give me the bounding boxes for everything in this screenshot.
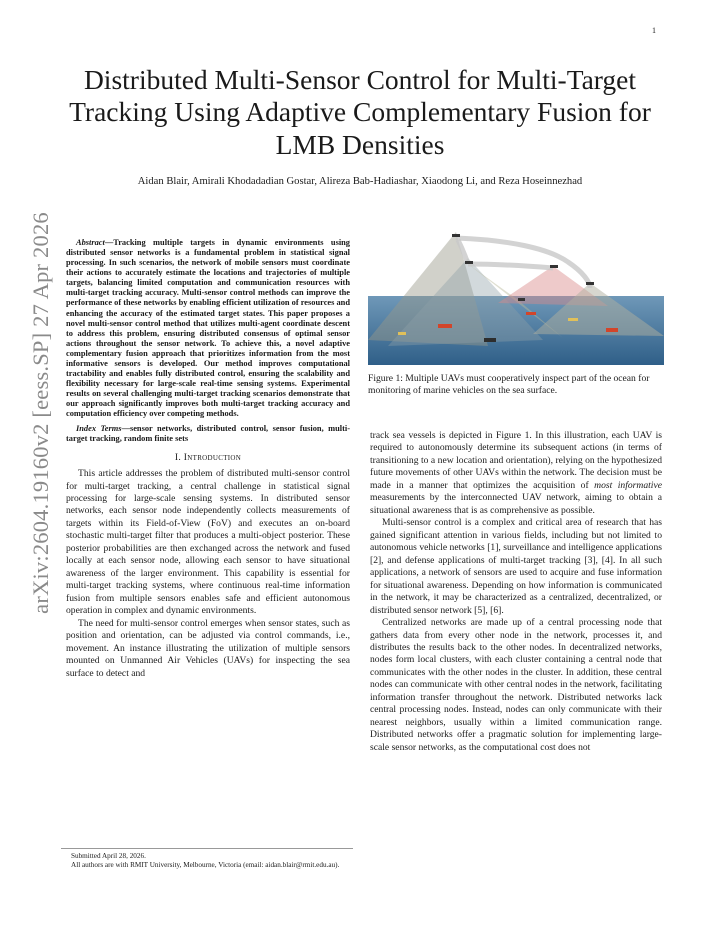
vessel (484, 338, 496, 342)
arxiv-identifier-text: arXiv:2604.19160v2 [eess.SP] 27 Apr 2026 (28, 212, 53, 614)
uav-ocean-illustration (368, 228, 664, 365)
right-paragraph-1-b: measurements by the interconnected UAV network, aiming to obtain a situational awareness that is as comprehensive as possible. (370, 492, 662, 516)
intro-paragraph-2: The need for multi-sensor control emerges when sensor states, such as position and orientation, can be adjusted via control commands, i.e., movement. An instance illustrating the utilization of multiple sensors mounted on Unmanned Air Vehicles (UAVs) for inspecting the sea surface to detect and (66, 617, 350, 679)
right-paragraph-1-a: track sea vessels is depicted in Figure 1. In this illustration, each UAV is required to autonomously determine its subsequent actions (in terms of transitioning to a new location and orientation), relying on the hypothesized future movements of other UAVs within the network. The decision must be made in a manner that optimizes the acquisition of (370, 430, 662, 491)
page-number: 1 (652, 26, 656, 35)
vessel (526, 312, 536, 315)
abstract (66, 238, 350, 419)
figure-caption: Figure 1: Multiple UAVs must cooperatively inspect part of the ocean for monitoring of marine vehicles on the sea surface. (368, 373, 650, 397)
footnote-submitted: Submitted April 28, 2026. (71, 852, 146, 860)
uav-icon (452, 234, 460, 237)
vessel (606, 328, 618, 332)
uav-icon (550, 265, 558, 268)
vessel (438, 324, 452, 328)
right-paragraph-1-emphasis: most informative (594, 479, 662, 491)
vessel (568, 318, 578, 321)
uav-icon (465, 261, 473, 264)
author-list: Aidan Blair, Amirali Khodadadian Gostar, Alireza Bab-Hadiashar, Xiaodong Li, and Reza Hoseinnezhad (137, 176, 583, 187)
abstract-text: —Tracking multiple targets in dynamic environments using distributed sensor networks is a fundamental problem in statistical signal processing. In such scenarios, the network of mobile sensors must coordinate their actions to accurately estimate the locations and trajectories of multiple targets, balancing limited computation and communication resources with multi-target tracking accuracy. Multi-sensor control methods can improve the performance of these networks by enabling efficient utilization of resources and enhancing the accuracy of the estimated target states. This paper proposes a novel multi-sensor control method that utilizes multi-agent coordinate descent to address this problem, ensuring distributed consensus of optimal sensor actions throughout the sensor network. To achieve this, a novel adaptive complementary fusion approach that prioritizes information from the most informative sensors is developed. Our method improves computational tractability and enables fully distributed control, ensuring the scalability and flexibility necessary for large-scale real-time sensing systems. Experimental results on several challenging multi-target tracking scenarios demonstrate that our approach significantly improves both multi-target tracking accuracy and computation efficiency over competing methods. (66, 238, 350, 419)
index-terms (66, 424, 350, 444)
arxiv-identifier (22, 198, 60, 628)
vessel (398, 332, 406, 335)
index-terms-text: —sensor networks, distributed control, sensor fusion, multi-target tracking, random finite sets (66, 424, 350, 444)
footnote-affiliation: All authors are with RMIT University, Melbourne, Victoria (email: aidan.blair@rmit.edu.au). (71, 861, 340, 869)
left-column (66, 238, 350, 680)
intro-paragraph-1: This article addresses the problem of distributed multi-sensor control for multi-target tracking, a central challenge in statistical signal processing for large-scale sensing systems. In distributed sensor networks, each sensor node independently collects measurements of targets within its Field-of-View (FoV) and executes an on-board stochastic multi-target filter that produces a multi-object posterior. These posterior probabilities are then exchanged across the network and fused locally at each sensor node, allowing each sensor to have situational awareness of the larger environment. This capability is essential for multi-target tracking systems, where continuous real-time information fusion from multiple sensors enables safe and efficient autonomous operation in complex and dynamic environments. (66, 468, 350, 617)
section-heading-introduction: I. Introduction (174, 451, 242, 463)
uav-icon (586, 282, 594, 285)
footnote (61, 848, 353, 870)
right-paragraph-2: Multi-sensor control is a complex and critical area of research that has gained significant attention in various fields, including but not limited to autonomous vehicle networks [1], surveillance and intelligence applications [2], and defense applications of multi-target tracking [3], [4]. In all such applications, a network of sensors are used to acquire and fuse information for situational awareness. Depending on how information is communicated in the network, it may be characterized as a centralized, decentralized, or distributed sensor network [5], [6]. (370, 517, 662, 616)
paper-title: Distributed Multi-Sensor Control for Multi-Target Tracking Using Adaptive Complementary Fusion for LMB Densities (69, 64, 651, 160)
abstract-label: Abstract (76, 238, 105, 247)
right-paragraph-3: Centralized networks are made up of a central processing node that gathers data from every other node in the network, processes it, and distributes the results back to the other nodes. In decentralized networks, nodes form local clusters, with each cluster containing a central node that communicates with the other nodes in the cluster. In addition, these central nodes can communicate with other central nodes in the network, facilitating information transfer throughout the network. Distributed networks lack central processing nodes. Instead, nodes can only communicate with their nearest neighbors, usually within a limited communication range. Distributed networks offer a pragmatic solution for implementing large-scale sensor networks, as the computational cost does not (370, 617, 662, 753)
uav-icon (518, 298, 525, 301)
right-paragraph-1 (370, 430, 662, 517)
index-terms-label: Index Terms (76, 424, 122, 434)
figure-uav-ocean (368, 228, 664, 365)
right-column (370, 430, 662, 754)
